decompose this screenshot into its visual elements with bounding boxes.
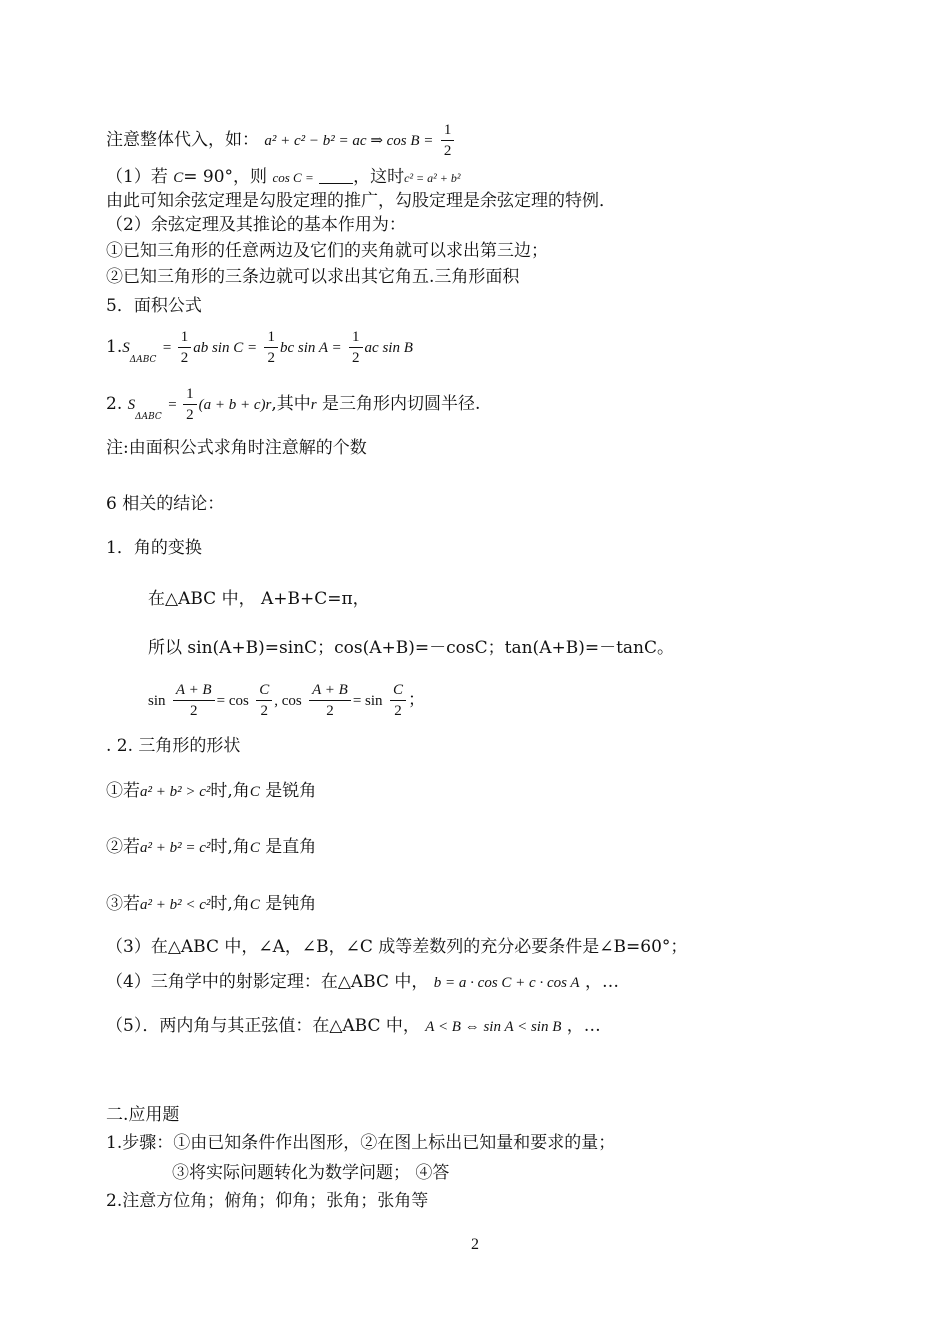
area-formula-1: $1.S_{\Delta ABC}$ = $\frac{1}{2}$ ab sin C = $\frac{1}{2}$ bc sin A = $\frac{1}{2}$ ac sin B: [106, 329, 413, 366]
section-heading: 6 相关的结论：: [106, 494, 225, 514]
text-line: 所以 sin(A+B)=sinC；cos(A+B)=－cosC；tan(A+B)=－tanC。: [148, 638, 675, 658]
text-line: ③若a² + b² < c²时,角C 是钝角: [106, 894, 317, 914]
fraction: $\frac{C}{2}$: [390, 680, 406, 721]
text-line: 由此可知余弦定理是勾股定理的推广，勾股定理是余弦定理的特例．: [106, 191, 616, 211]
text-line: ③将实际问题转化为数学问题； ④答: [172, 1163, 450, 1183]
text-line: （4）三角学中的射影定理：在△ABC 中， b = a · cos C + c · cos A ，…: [106, 972, 619, 992]
text-line: 1.步骤：①由已知条件作出图形，②在图上标出已知量和要求的量；: [106, 1133, 616, 1153]
text-line: ①已知三角形的任意两边及它们的夹角就可以求出第三边；: [106, 241, 548, 261]
formula: a² + c² − b² = ac ⇒ cos B =: [264, 133, 434, 149]
fraction: $\frac{1}{2}$: [183, 384, 197, 425]
text-line: 1．角的变换: [106, 538, 202, 558]
text-line: （2）余弦定理及其推论的基本作用为：: [106, 215, 406, 235]
text-line: 在△ABC 中， A+B+C=π，: [148, 589, 370, 609]
fraction: $\frac{1}{2}$: [441, 120, 455, 161]
text-line: （3）在△ABC 中，∠A，∠B，∠C 成等差数列的充分必要条件是∠B=60°；: [106, 937, 688, 957]
text-line: （5）．两内角与其正弦值：在△ABC 中， A < B ⇔ sin A < sin B ，…: [106, 1016, 601, 1036]
text-line: 注:由面积公式求角时注意解的个数: [106, 438, 367, 458]
fraction: $\frac{1}{2}$: [349, 327, 363, 368]
fraction: $\frac{A + B}{2}$: [173, 680, 215, 721]
fraction: $\frac{1}{2}$: [178, 327, 192, 368]
fraction: $\frac{1}{2}$: [264, 327, 278, 368]
half-angle-formula: sin $\frac{A + B}{2}$ = cos $\frac{C}{2}$ , cos $\frac{A + B}{2}$ = sin $\frac{C}{2}$ ；: [148, 682, 425, 719]
text-line: （1）若 C= 90°，则 cos C = ，这时c² = a² + b²: [106, 167, 461, 187]
text-line: ②已知三角形的三条边就可以求出其它角五.三角形面积: [106, 267, 520, 287]
text-line: ②若a² + b² = c²时,角C 是直角: [106, 837, 317, 857]
answer-blank: [319, 169, 353, 184]
text-line: ①若a² + b² > c²时,角C 是锐角: [106, 781, 317, 801]
fraction: $\frac{C}{2}$: [256, 680, 272, 721]
text-line: 5．面积公式: [106, 296, 202, 316]
section-heading: 二.应用题: [106, 1105, 180, 1125]
page-number: 2: [471, 1236, 479, 1253]
text-line: 注意整体代入，如： a² + c² − b² = ac ⇒ cos B = $\frac{1}{2}$: [106, 120, 456, 161]
area-formula-2: 2. $S_{\Delta ABC}$ = $\frac{1}{2}$ (a + b + c)r,其中r 是三角形内切圆半径.: [106, 386, 481, 423]
fraction: $\frac{A + B}{2}$: [309, 680, 351, 721]
text-line: 2.注意方位角；俯角；仰角；张角；张角等: [106, 1191, 429, 1211]
text-line: . 2. 三角形的形状: [106, 736, 241, 756]
